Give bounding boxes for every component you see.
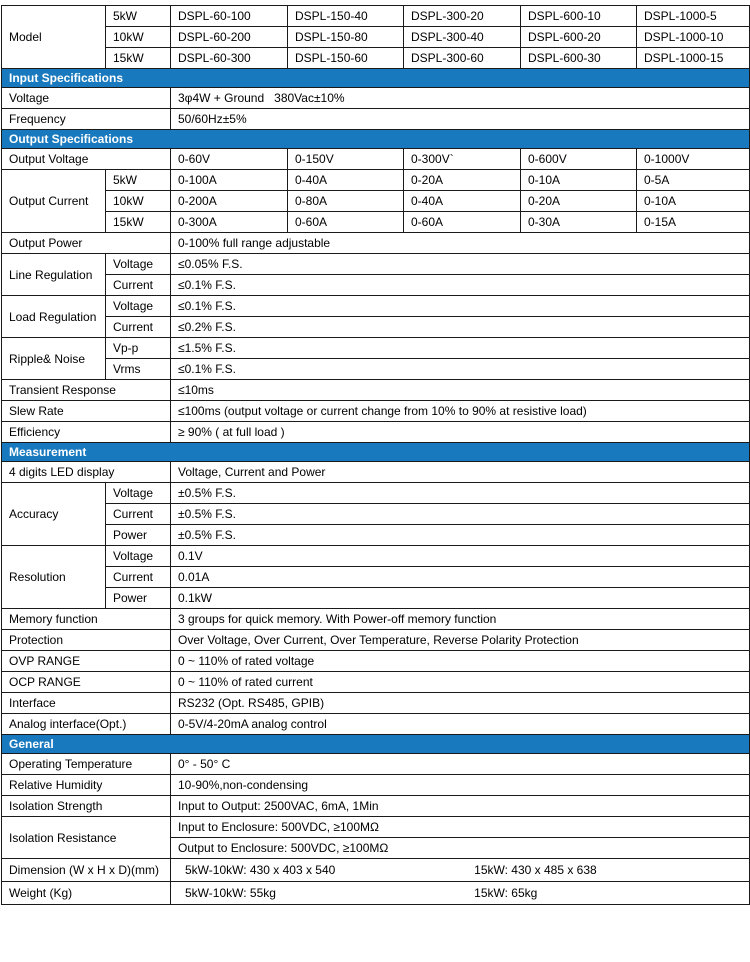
dimension-5kw-10kw: 5kW-10kW: 430 x 403 x 540: [185, 863, 336, 877]
row-label-protection: Protection: [2, 630, 171, 651]
line-regulation-row-current: [2, 275, 750, 296]
value-memory: 3 groups for quick memory. With Power-off memory function: [171, 609, 750, 630]
section-header-measurement: Measurement: [2, 443, 750, 462]
value-cell: 0.01A: [171, 567, 750, 588]
value-isolation-strength: Input to Output: 2500VAC, 6mA, 1Min: [171, 796, 750, 817]
value-weight: [171, 882, 750, 905]
resolution-row-voltage: [2, 546, 750, 567]
value-output-power: 0-100% full range adjustable: [171, 233, 750, 254]
value-transient: ≤10ms: [171, 380, 750, 401]
model-cell: DSPL-600-20: [521, 27, 637, 48]
model-cell: DSPL-600-30: [521, 48, 637, 69]
tier-label-15kw: 15kW: [106, 48, 171, 69]
current-cell: 0-40A: [288, 170, 404, 191]
value-ocp: 0 ~ 110% of rated current: [171, 672, 750, 693]
model-label: Model: [2, 6, 106, 69]
operating-temperature-row: [2, 754, 750, 775]
current-cell: 0-30A: [521, 212, 637, 233]
accuracy-row-voltage: [2, 483, 750, 504]
sub-label: Current: [106, 504, 171, 525]
row-label-transient: Transient Response: [2, 380, 171, 401]
model-row-5kw: [2, 6, 750, 27]
sub-label: Current: [106, 275, 171, 296]
value-cell: ±0.5% F.S.: [171, 525, 750, 546]
value-isolation-resistance-output: Output to Enclosure: 500VDC, ≥100MΩ: [171, 838, 750, 859]
current-cell: 0-80A: [288, 191, 404, 212]
row-label-analog: Analog interface(Opt.): [2, 714, 171, 735]
value-cell: ≤1.5% F.S.: [171, 338, 750, 359]
output-voltage-row: [2, 149, 750, 170]
sub-label: Voltage: [106, 546, 171, 567]
row-label-load-regulation: Load Regulation: [2, 296, 106, 338]
section-row-input: [2, 69, 750, 88]
sub-label: Voltage: [106, 296, 171, 317]
value-cell: 0.1kW: [171, 588, 750, 609]
model-cell: DSPL-60-100: [171, 6, 288, 27]
value-cell: ±0.5% F.S.: [171, 504, 750, 525]
row-label-memory: Memory function: [2, 609, 171, 630]
section-header-input: Input Specifications: [2, 69, 750, 88]
model-cell: DSPL-1000-15: [637, 48, 750, 69]
sub-label: Power: [106, 525, 171, 546]
value-slew: ≤100ms (output voltage or current change from 10% to 90% at resistive load): [171, 401, 750, 422]
voltage-cell: 0-150V: [288, 149, 404, 170]
value-cell: 0.1V: [171, 546, 750, 567]
value-ovp: 0 ~ 110% of rated voltage: [171, 651, 750, 672]
value-cell: ≤0.05% F.S.: [171, 254, 750, 275]
value-input-frequency: 50/60Hz±5%: [171, 109, 750, 130]
model-cell: DSPL-600-10: [521, 6, 637, 27]
ovp-range-row: [2, 651, 750, 672]
sub-label: Voltage: [106, 483, 171, 504]
sub-label: Current: [106, 567, 171, 588]
row-label-humidity: Relative Humidity: [2, 775, 171, 796]
voltage-cell: 0-60V: [171, 149, 288, 170]
row-label-isolation-strength: Isolation Strength: [2, 796, 171, 817]
current-cell: 0-100A: [171, 170, 288, 191]
sub-label: Current: [106, 317, 171, 338]
weight-5kw-10kw: 5kW-10kW: 55kg: [185, 886, 276, 900]
row-label-temperature: Operating Temperature: [2, 754, 171, 775]
row-label-output-power: Output Power: [2, 233, 171, 254]
current-cell: 0-5A: [637, 170, 750, 191]
accuracy-row-current: [2, 504, 750, 525]
isolation-resistance-row-input: [2, 817, 750, 838]
ripple-noise-row-vrms: [2, 359, 750, 380]
model-cell: DSPL-1000-10: [637, 27, 750, 48]
model-cell: DSPL-150-60: [288, 48, 404, 69]
model-cell: DSPL-150-80: [288, 27, 404, 48]
accuracy-row-power: [2, 525, 750, 546]
output-current-row-15kw: [2, 212, 750, 233]
spec-table: [1, 5, 750, 905]
current-cell: 0-10A: [521, 170, 637, 191]
section-row-measurement: [2, 443, 750, 462]
interface-row: [2, 693, 750, 714]
current-cell: 0-15A: [637, 212, 750, 233]
row-label-accuracy: Accuracy: [2, 483, 106, 546]
model-cell: DSPL-300-20: [404, 6, 521, 27]
value-dimension: [171, 859, 750, 882]
output-current-row-5kw: [2, 170, 750, 191]
value-input-voltage: 3φ4W + Ground 380Vac±10%: [171, 88, 750, 109]
value-temperature: 0° - 50° C: [171, 754, 750, 775]
model-row-15kw: [2, 48, 750, 69]
current-cell: 0-200A: [171, 191, 288, 212]
sub-label: Voltage: [106, 254, 171, 275]
model-cell: DSPL-1000-5: [637, 6, 750, 27]
value-led-display: Voltage, Current and Power: [171, 462, 750, 483]
model-cell: DSPL-300-60: [404, 48, 521, 69]
row-label-isolation-resistance: Isolation Resistance: [2, 817, 171, 859]
value-cell: ±0.5% F.S.: [171, 483, 750, 504]
row-label-weight: Weight (Kg): [2, 882, 171, 905]
input-voltage-row: [2, 88, 750, 109]
row-label-resolution: Resolution: [2, 546, 106, 609]
row-label-line-regulation: Line Regulation: [2, 254, 106, 296]
voltage-cell: 0-600V: [521, 149, 637, 170]
line-regulation-row-voltage: [2, 254, 750, 275]
sub-label: Vp-p: [106, 338, 171, 359]
current-cell: 0-20A: [404, 170, 521, 191]
row-label-input-voltage: Voltage: [2, 88, 171, 109]
value-protection: Over Voltage, Over Current, Over Temperature, Reverse Polarity Protection: [171, 630, 750, 651]
isolation-strength-row: [2, 796, 750, 817]
row-label-dimension: Dimension (W x H x D)(mm): [2, 859, 171, 882]
sub-label: Power: [106, 588, 171, 609]
value-cell: ≤0.2% F.S.: [171, 317, 750, 338]
tier-label-10kw: 10kW: [106, 27, 171, 48]
analog-interface-row: [2, 714, 750, 735]
value-cell: ≤0.1% F.S.: [171, 275, 750, 296]
input-frequency-row: [2, 109, 750, 130]
led-display-row: [2, 462, 750, 483]
value-cell: ≤0.1% F.S.: [171, 296, 750, 317]
model-cell: DSPL-150-40: [288, 6, 404, 27]
row-label-ocp: OCP RANGE: [2, 672, 171, 693]
slew-rate-row: [2, 401, 750, 422]
weight-row: [2, 882, 750, 905]
output-current-row-10kw: [2, 191, 750, 212]
value-efficiency: ≥ 90% ( at full load ): [171, 422, 750, 443]
row-label-output-current: Output Current: [2, 170, 106, 233]
section-row-general: [2, 735, 750, 754]
value-isolation-resistance-input: Input to Enclosure: 500VDC, ≥100MΩ: [171, 817, 750, 838]
value-analog: 0-5V/4-20mA analog control: [171, 714, 750, 735]
protection-row: [2, 630, 750, 651]
value-humidity: 10-90%,non-condensing: [171, 775, 750, 796]
memory-function-row: [2, 609, 750, 630]
row-label-slew: Slew Rate: [2, 401, 171, 422]
current-cell: 0-10A: [637, 191, 750, 212]
tier-label-5kw: 5kW: [106, 6, 171, 27]
load-regulation-row-current: [2, 317, 750, 338]
value-interface: RS232 (Opt. RS485, GPIB): [171, 693, 750, 714]
row-label-led-display: 4 digits LED display: [2, 462, 171, 483]
row-label-input-frequency: Frequency: [2, 109, 171, 130]
current-cell: 0-60A: [404, 212, 521, 233]
section-header-output: Output Specifications: [2, 130, 750, 149]
row-label-ovp: OVP RANGE: [2, 651, 171, 672]
row-label-efficiency: Efficiency: [2, 422, 171, 443]
value-cell: ≤0.1% F.S.: [171, 359, 750, 380]
relative-humidity-row: [2, 775, 750, 796]
dimension-row: [2, 859, 750, 882]
model-row-10kw: [2, 27, 750, 48]
row-label-ripple-noise: Ripple& Noise: [2, 338, 106, 380]
model-cell: DSPL-300-40: [404, 27, 521, 48]
row-label-interface: Interface: [2, 693, 171, 714]
dimension-15kw: 15kW: 430 x 485 x 638: [474, 863, 597, 877]
model-cell: DSPL-60-300: [171, 48, 288, 69]
current-cell: 0-20A: [521, 191, 637, 212]
ocp-range-row: [2, 672, 750, 693]
current-cell: 0-300A: [171, 212, 288, 233]
tier-label-15kw: 15kW: [106, 212, 171, 233]
weight-15kw: 15kW: 65kg: [474, 886, 538, 900]
tier-label-5kw: 5kW: [106, 170, 171, 191]
voltage-cell: 0-300V`: [404, 149, 521, 170]
resolution-row-power: [2, 588, 750, 609]
load-regulation-row-voltage: [2, 296, 750, 317]
resolution-row-current: [2, 567, 750, 588]
tier-label-10kw: 10kW: [106, 191, 171, 212]
current-cell: 0-40A: [404, 191, 521, 212]
efficiency-row: [2, 422, 750, 443]
voltage-cell: 0-1000V: [637, 149, 750, 170]
model-cell: DSPL-60-200: [171, 27, 288, 48]
section-row-output: [2, 130, 750, 149]
output-power-row: [2, 233, 750, 254]
section-header-general: General: [2, 735, 750, 754]
row-label-output-voltage: Output Voltage: [2, 149, 171, 170]
sub-label: Vrms: [106, 359, 171, 380]
transient-response-row: [2, 380, 750, 401]
ripple-noise-row-vpp: [2, 338, 750, 359]
current-cell: 0-60A: [288, 212, 404, 233]
